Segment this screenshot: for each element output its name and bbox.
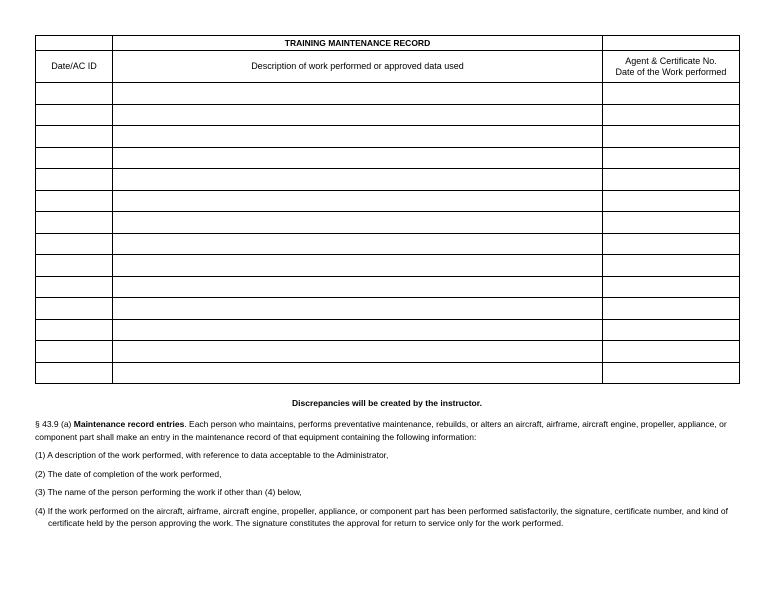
regulation-item-4: (4) If the work performed on the aircraft, airframe, aircraft engine, propeller, appliance, or component part has been performed satisfactorily, the signature, certificate number, and kind of certificate held by the person approving the work. The signature constitutes the approval for return to service only for the work performed. [35, 505, 728, 528]
entry-agent-cell[interactable] [603, 126, 740, 148]
entry-description-cell[interactable] [113, 212, 603, 234]
entry-agent-cell[interactable] [603, 190, 740, 212]
entry-agent-cell[interactable] [603, 298, 740, 320]
regulation-heading: Maintenance record entries [73, 419, 185, 429]
discrepancy-note: Discrepancies will be created by the instructor. [292, 398, 482, 408]
regulation-section: § 43.9 (a) [35, 419, 72, 429]
entry-agent-cell[interactable] [603, 104, 740, 126]
entry-agent-cell[interactable] [603, 233, 740, 255]
regulation-item-2: (2) The date of completion of the work performed, [35, 468, 222, 479]
entry-agent-cell[interactable] [603, 362, 740, 384]
table-title: TRAINING MAINTENANCE RECORD [113, 36, 603, 51]
entry-date-ac-id-cell[interactable] [36, 362, 113, 384]
table-row [36, 104, 740, 126]
table-row [36, 190, 740, 212]
entry-date-ac-id-cell[interactable] [36, 319, 113, 341]
entry-date-ac-id-cell[interactable] [36, 276, 113, 298]
regulation-item-1: (1) A description of the work performed, with reference to data acceptable to the Administrator, [35, 450, 389, 460]
entry-description-cell[interactable] [113, 341, 603, 363]
title-blank-right [603, 36, 740, 51]
entry-agent-cell[interactable] [603, 319, 740, 341]
header-agent-certificate [603, 51, 740, 83]
entry-agent-cell[interactable] [603, 255, 740, 277]
entry-description-cell[interactable] [113, 298, 603, 320]
entry-date-ac-id-cell[interactable] [36, 341, 113, 363]
entry-description-cell[interactable] [113, 276, 603, 298]
entry-description-cell[interactable] [113, 104, 603, 126]
table-row [36, 212, 740, 234]
header-agent-line1: Agent & Certificate No. [625, 55, 717, 66]
table-row [36, 298, 740, 320]
table-row [36, 341, 740, 363]
header-description: Description of work performed or approved data used [113, 51, 603, 83]
entry-date-ac-id-cell[interactable] [36, 83, 113, 105]
table-row [36, 83, 740, 105]
entry-description-cell[interactable] [113, 83, 603, 105]
entry-agent-cell[interactable] [603, 276, 740, 298]
entry-description-cell[interactable] [113, 147, 603, 169]
table-row [36, 147, 740, 169]
entry-date-ac-id-cell[interactable] [36, 126, 113, 148]
entry-description-cell[interactable] [113, 255, 603, 277]
entry-agent-cell[interactable] [603, 83, 740, 105]
entry-agent-cell[interactable] [603, 147, 740, 169]
entry-agent-cell[interactable] [603, 212, 740, 234]
header-date-ac-id: Date/AC ID [36, 51, 113, 83]
table-header-row [36, 51, 740, 83]
entry-date-ac-id-cell[interactable] [36, 212, 113, 234]
regulation-intro [35, 418, 739, 443]
regulation-item-3: (3) The name of the person performing the work if other than (4) below, [35, 487, 302, 497]
table-row [36, 255, 740, 277]
entry-agent-cell[interactable] [603, 341, 740, 363]
entry-date-ac-id-cell[interactable] [36, 190, 113, 212]
entry-description-cell[interactable] [113, 319, 603, 341]
table-row [36, 362, 740, 384]
table-row [36, 169, 740, 191]
entry-description-cell[interactable] [113, 190, 603, 212]
table-row [36, 126, 740, 148]
header-agent-line2: Date of the Work performed [615, 66, 727, 77]
table-row [36, 233, 740, 255]
entry-date-ac-id-cell[interactable] [36, 147, 113, 169]
table-body [36, 83, 740, 384]
table-title-row [36, 36, 740, 51]
entry-date-ac-id-cell[interactable] [36, 233, 113, 255]
entry-description-cell[interactable] [113, 362, 603, 384]
maintenance-record-table [35, 35, 740, 384]
regulation-notes [35, 418, 739, 536]
entry-agent-cell[interactable] [603, 169, 740, 191]
entry-description-cell[interactable] [113, 126, 603, 148]
table-row [36, 276, 740, 298]
table-row [36, 319, 740, 341]
entry-date-ac-id-cell[interactable] [36, 255, 113, 277]
entry-date-ac-id-cell[interactable] [36, 169, 113, 191]
regulation-intro-text: . Each person who maintains, performs preventative maintenance, rebuilds, or alters an aircraft, airframe, aircraft engine, propeller, appliance, or component part shall make an entry in the maintenance record of that equipment containing the following information: [35, 419, 727, 442]
entry-description-cell[interactable] [113, 233, 603, 255]
entry-date-ac-id-cell[interactable] [36, 104, 113, 126]
entry-date-ac-id-cell[interactable] [36, 298, 113, 320]
title-blank-left [36, 36, 113, 51]
entry-description-cell[interactable] [113, 169, 603, 191]
